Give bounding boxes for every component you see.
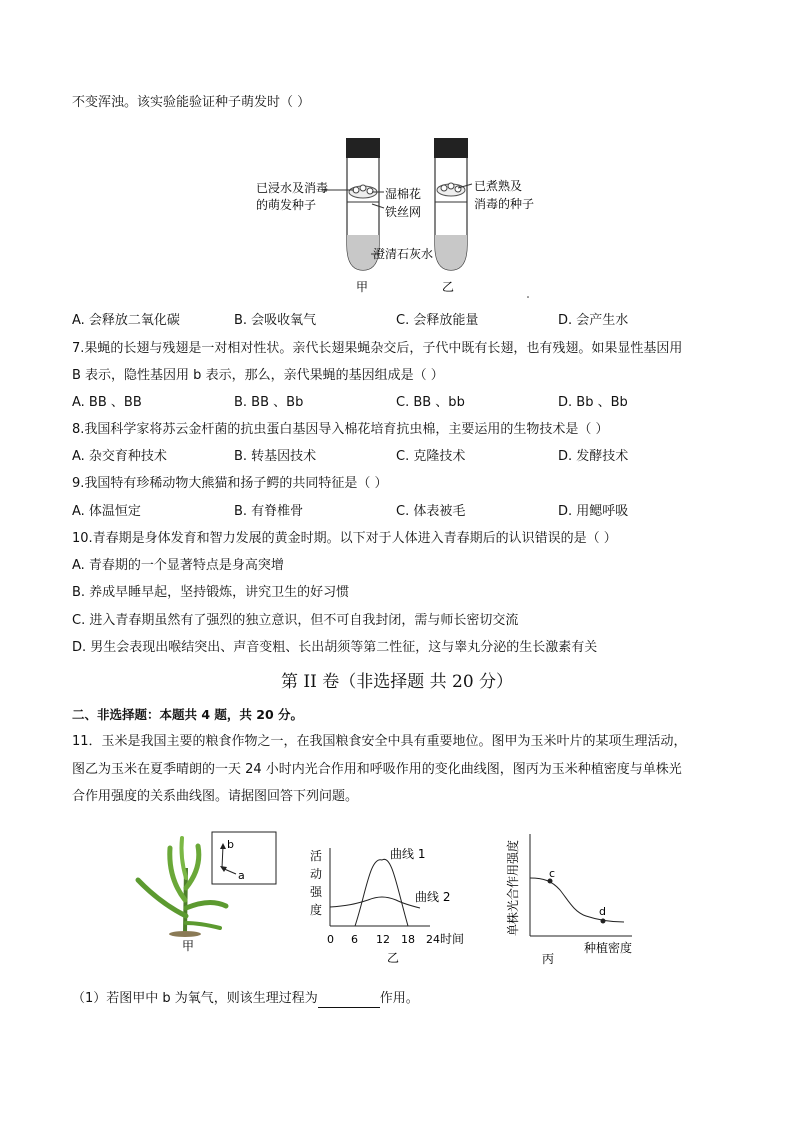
- q6-option-a[interactable]: A. 会释放二氧化碳: [72, 313, 180, 328]
- q11-sub1-suffix: 作用。: [379, 991, 419, 1006]
- q7-option-c[interactable]: C. BB 、bb: [396, 395, 465, 410]
- corn-plant-illustration: [138, 838, 226, 937]
- q7-option-a[interactable]: A. BB 、BB: [72, 395, 142, 410]
- label-limewater: 澄清石灰水: [373, 247, 434, 261]
- q6-stem: 不变浑浊。该实验能验证种子萌发时（ ）: [72, 95, 311, 110]
- point-d: [601, 919, 606, 924]
- yi-xtick-24: 24: [426, 933, 440, 946]
- q9-option-a[interactable]: A. 体温恒定: [72, 504, 141, 519]
- figure-jia-corn-plant: [130, 828, 280, 956]
- q8-option-a[interactable]: A. 杂交育种技术: [72, 449, 167, 464]
- q9-option-c[interactable]: C. 体表被毛: [396, 504, 466, 519]
- figure-bing-caption: 丙: [542, 952, 555, 966]
- yi-ylabel-3: 强: [310, 885, 323, 899]
- label-c: c: [549, 867, 556, 880]
- q7-option-b[interactable]: B. BB 、Bb: [234, 395, 304, 410]
- q8-stem: 8.我国科学家将苏云金杆菌的抗虫蛋白基因导入棉花培育抗虫棉，主要运用的生物技术是（ ）: [72, 422, 609, 437]
- label-a: a: [238, 869, 245, 882]
- part2-title: 第 II 卷（非选择题 共 20 分）: [280, 672, 514, 692]
- bing-xlabel: 种植密度: [584, 941, 633, 955]
- label-cooked-seeds-1: 已煮熟及: [474, 179, 523, 193]
- q10-stem: 10.青春期是身体发育和智力发展的黄金时期。以下对于人体进入青春期后的认识错误的是（ ）: [72, 531, 617, 546]
- label-b: b: [227, 838, 234, 851]
- label-d: d: [599, 905, 606, 918]
- figure-yi-chart: [300, 838, 480, 966]
- q11-sub1-prefix: （1）若图甲中 b 为氧气，则该生理过程为: [72, 991, 318, 1006]
- q9-stem: 9.我国特有珍稀动物大熊猫和扬子鳄的共同特征是（ ）: [72, 476, 388, 491]
- figure-yi-caption: 乙: [387, 951, 400, 965]
- q7-stem-2: B 表示，隐性基因用 b 表示，那么，亲代果蝇的基因组成是（ ）: [72, 368, 444, 383]
- arrow-a-icon: [220, 866, 227, 872]
- part2-heading: 二、非选择题：本题共 4 题，共 20 分。: [72, 707, 304, 722]
- bing-ylabel: 单株光合作用强度: [506, 839, 520, 936]
- yi-xtick-18: 18: [401, 933, 415, 946]
- q11-stem-1: 11．玉米是我国主要的粮食作物之一，在我国粮食安全中具有重要地位。图甲为玉米叶片的某项生理活动，: [72, 734, 687, 749]
- yi-xtick-12: 12: [376, 933, 390, 946]
- q7-stem-1: 7.果蝇的长翅与残翅是一对相对性状。亲代长翅果蝇杂交后，子代中既有长翅，也有残翅。如果显性基因用: [72, 341, 683, 356]
- q7-option-d[interactable]: D. Bb 、Bb: [558, 395, 628, 410]
- yi-ylabel-2: 动: [310, 867, 323, 881]
- q11-stem-3: 合作用强度的关系曲线图。请据图回答下列问题。: [72, 789, 359, 804]
- q11-sub1-answer-blank[interactable]: [318, 994, 380, 1008]
- tube-jia-label: 甲: [356, 280, 369, 294]
- test-tube-figure: [250, 130, 550, 300]
- yi-xlabel: 时间: [440, 932, 465, 946]
- q10-option-d[interactable]: D. 男生会表现出喉结突出、声音变粗、长出胡须等第二性征，这与睾丸分泌的生长激素有关: [72, 640, 598, 655]
- q11-sub1: [72, 990, 419, 1008]
- label-sprouting-seeds-1: 已浸水及消毒: [256, 181, 329, 195]
- yi-curve-2: [330, 897, 420, 908]
- yi-ylabel-1: 活: [310, 849, 323, 863]
- yi-xtick-0: 0: [327, 933, 334, 946]
- bing-curve: [530, 878, 624, 922]
- yi-curve-1-label: 曲线 1: [390, 847, 426, 861]
- tube-yi: [434, 138, 468, 270]
- yi-curve-2-label: 曲线 2: [415, 890, 451, 904]
- label-wire-mesh: 铁丝网: [385, 205, 422, 219]
- q10-option-b[interactable]: B. 养成早睡早起，坚持锻炼，讲究卫生的好习惯: [72, 585, 350, 600]
- q6-option-b[interactable]: B. 会吸收氧气: [234, 313, 317, 328]
- figure-bing-chart: [500, 826, 660, 968]
- q10-option-a[interactable]: A. 青春期的一个显著特点是身高突增: [72, 558, 284, 573]
- q8-option-d[interactable]: D. 发酵技术: [558, 449, 629, 464]
- label-wet-cotton: 湿棉花: [385, 187, 422, 201]
- yi-ylabel-4: 度: [310, 903, 323, 917]
- tube-yi-label: 乙: [442, 280, 455, 294]
- q9-option-d[interactable]: D. 用鳃呼吸: [558, 504, 629, 519]
- yi-xtick-6: 6: [351, 933, 358, 946]
- label-sprouting-seeds-2: 的萌发种子: [256, 198, 317, 212]
- q6-option-c[interactable]: C. 会释放能量: [396, 313, 479, 328]
- figure-jia-caption: 甲: [182, 939, 195, 953]
- yi-curve-1: [355, 859, 408, 926]
- arrow-b-icon: [220, 843, 226, 849]
- q9-option-b[interactable]: B. 有脊椎骨: [234, 504, 304, 519]
- q11-stem-2: 图乙为玉米在夏季晴朗的一天 24 小时内光合作用和呼吸作用的变化曲线图，图丙为玉米种植密度与单株光: [72, 762, 682, 777]
- q8-option-b[interactable]: B. 转基因技术: [234, 449, 317, 464]
- q10-option-c[interactable]: C. 进入青春期虽然有了强烈的独立意识，但不可自我封闭，需与师长密切交流: [72, 613, 519, 628]
- label-cooked-seeds-2: 消毒的种子: [474, 197, 535, 211]
- q6-option-d[interactable]: D. 会产生水: [558, 313, 629, 328]
- q8-option-c[interactable]: C. 克隆技术: [396, 449, 466, 464]
